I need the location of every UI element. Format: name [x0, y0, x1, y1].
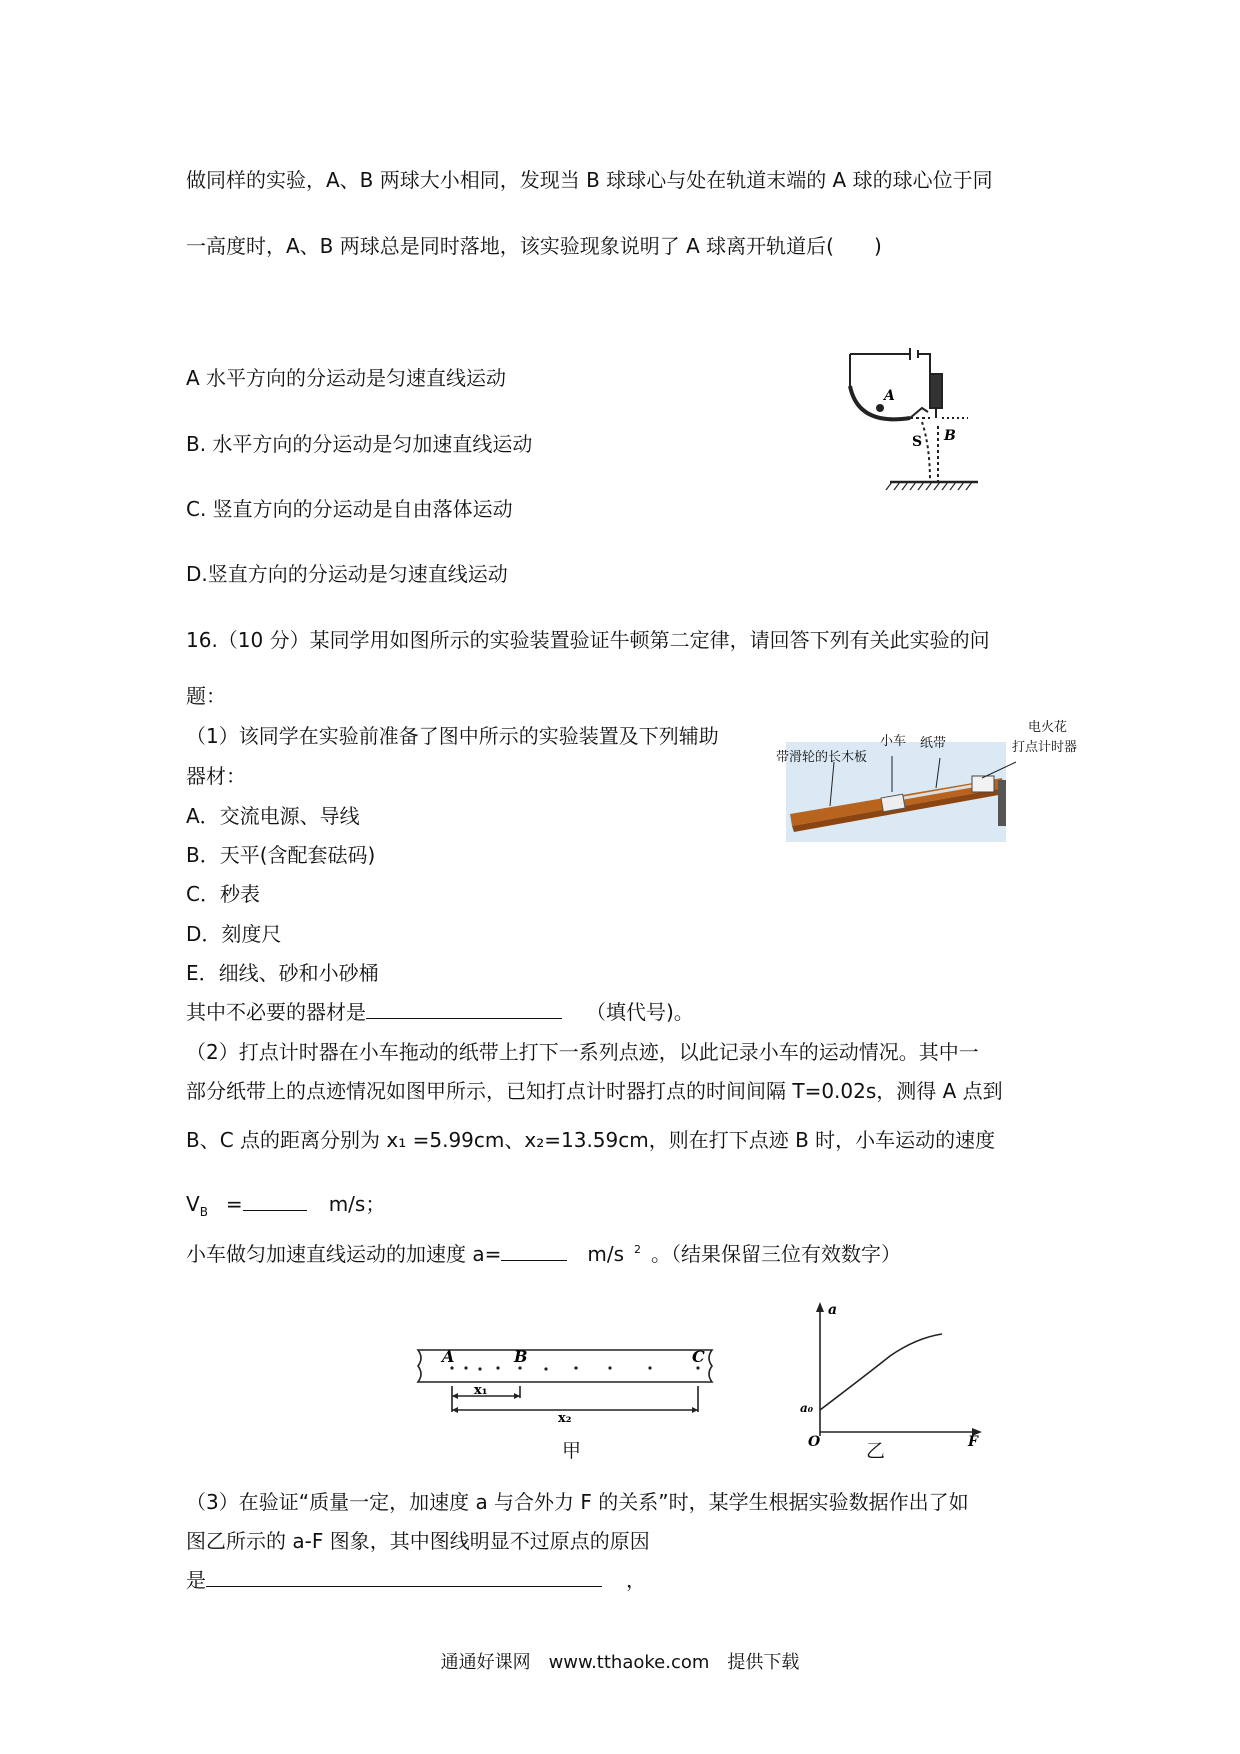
q15-option-b: B. 水平方向的分运动是匀加速直线运动	[186, 432, 533, 456]
photo-label-cart: 小车	[880, 734, 907, 749]
photo-label-board: 带滑轮的长木板	[776, 750, 868, 765]
q16-head-line2: 题：	[186, 684, 226, 708]
axis-label-a0: a₀	[800, 1401, 814, 1415]
label-b: B	[944, 428, 956, 444]
axis-label-a: a	[828, 1302, 838, 1318]
material-b: B．天平(含配套砝码)	[186, 843, 376, 867]
figure-jia-paper-tape	[410, 1340, 720, 1424]
part1-ask-suffix: （填代号)。	[586, 1000, 694, 1024]
part3-ask-suffix: ，	[626, 1568, 646, 1592]
q16-part2-line3: B、C 点的距离分别为 x₁ =5.99cm、x₂=13.59cm，则在打下点迹 B 时，小车运动的速度	[186, 1128, 996, 1152]
photo-label-timer-line1: 电火花	[1028, 720, 1068, 735]
tape-label-b: B	[514, 1347, 528, 1366]
tape-label-a: A	[442, 1347, 455, 1366]
experiment-setup-photo	[776, 722, 1076, 842]
q16-head-line1: 16.（10 分）某同学用如图所示的实验装置验证牛顿第二定律，请回答下列有关此实验的问	[186, 628, 990, 652]
answer-blank-reason[interactable]	[206, 1585, 602, 1587]
q16-part1-line2: 器材：	[186, 764, 246, 788]
q16-part2-line2: 部分纸带上的点迹情况如图甲所示，已知打点计时器打点的时间间隔 T=0.02s，测得 A 点到	[186, 1079, 1003, 1103]
label-a: A	[884, 388, 895, 404]
q16-part1-line1: （1）该同学在实验前准备了图中所示的实验装置及下列辅助	[186, 724, 719, 748]
acc-question	[186, 1242, 901, 1266]
vb-equals: =	[225, 1192, 243, 1216]
q16-part1-question	[186, 1000, 694, 1024]
answer-blank-acceleration[interactable]	[501, 1259, 567, 1261]
q15-stem-line2: 一高度时，A、B 两球总是同时落地，该实验现象说明了 A 球离开轨道后( )	[186, 234, 882, 258]
q16-part3-question	[186, 1568, 646, 1592]
material-e: E．细线、砂和小砂桶	[186, 961, 379, 985]
answer-blank-unneeded-materials[interactable]	[366, 1017, 562, 1019]
acc-text: 小车做匀加速直线运动的加速度 a=	[186, 1242, 502, 1266]
tape-label-x2: x₂	[558, 1411, 572, 1424]
part1-ask-text: 其中不必要的器材是	[186, 1000, 366, 1024]
q16-part2-line1: （2）打点计时器在小车拖动的纸带上打下一系列点迹，以此记录小车的运动情况。其中一	[186, 1040, 979, 1064]
page-footer: 通通好课网 www.tthaoke.com 提供下载	[440, 1652, 800, 1673]
acc-note: 。（结果保留三位有效数字）	[651, 1242, 902, 1266]
q15-stem-line1: 做同样的实验，A、B 两球大小相同，发现当 B 球球心与处在轨道末端的 A 球的球心位于同	[186, 168, 993, 192]
figure-yi-caption: 乙	[866, 1440, 886, 1462]
tape-label-c: C	[692, 1347, 705, 1366]
material-a: A．交流电源、导线	[186, 804, 360, 828]
vb-subscript: B	[199, 1205, 208, 1219]
q15-option-c: C. 竖直方向的分运动是自由落体运动	[186, 497, 513, 521]
vb-symbol: V	[186, 1192, 200, 1216]
part3-ask-text: 是	[186, 1568, 206, 1592]
tape-label-x1: x₁	[474, 1383, 488, 1398]
photo-label-tape: 纸带	[920, 736, 947, 751]
figure-jia-caption: 甲	[562, 1440, 582, 1462]
answer-blank-vb[interactable]	[243, 1209, 307, 1211]
acc-unit: m/s	[587, 1242, 625, 1266]
axis-label-f: F	[968, 1434, 978, 1446]
photo-label-timer-line2: 打点计时器	[1012, 740, 1078, 755]
material-c: C．秒表	[186, 882, 260, 906]
material-d: D．刻度尺	[186, 922, 282, 946]
label-s: S	[912, 434, 923, 450]
ball-drop-apparatus-figure	[840, 346, 990, 496]
vb-unit: m/s；	[328, 1192, 386, 1216]
acc-unit-exponent: 2	[634, 1243, 642, 1257]
q16-part3-line1: （3）在验证“质量一定，加速度 a 与合外力 F 的关系”时，某学生根据实验数据作出了如	[186, 1490, 969, 1514]
q15-option-a: A 水平方向的分运动是匀速直线运动	[186, 366, 507, 390]
figure-yi-a-f-graph	[790, 1296, 990, 1446]
vb-question	[186, 1192, 385, 1219]
q15-option-d: D.竖直方向的分运动是匀速直线运动	[186, 562, 508, 586]
q16-part3-line2: 图乙所示的 a-F 图象，其中图线明显不过原点的原因	[186, 1529, 650, 1553]
axis-label-origin: O	[808, 1434, 821, 1446]
